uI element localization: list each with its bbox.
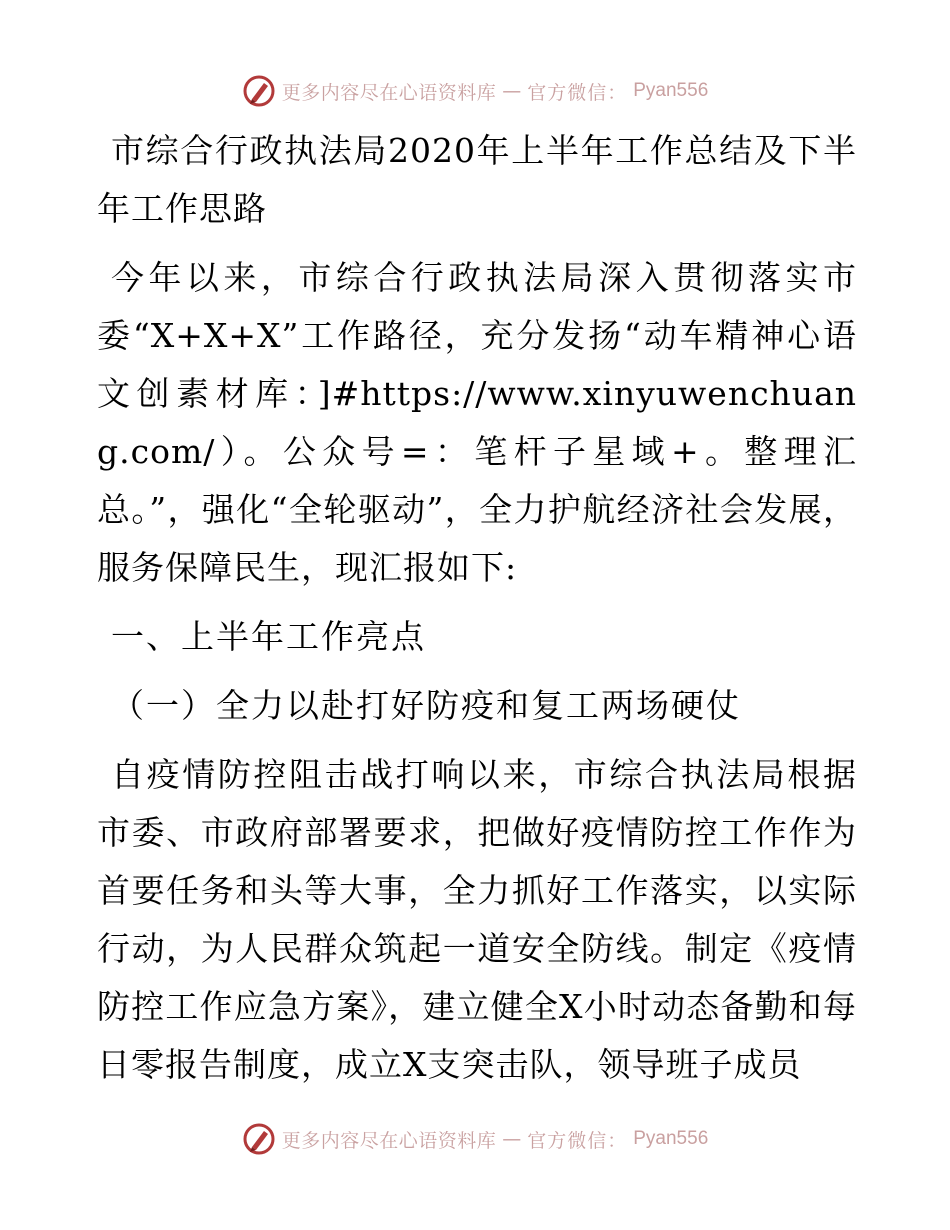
pen-logo-icon [242,74,276,108]
watermark-separator: — [502,80,522,102]
section-heading: 一、上半年工作亮点 [111,617,426,656]
document-title: 市综合行政执法局2020年上半年工作总结及下半年工作思路 [97,131,857,228]
intro-paragraph: 今年以来，市综合行政执法局深入贯彻落实市委“X+X+X”工作路径，充分发扬“动车精神心语文创素材库：]#https://www.xinyuwenchuang.com/）。公众号=：笔杆子星域+。整理汇总。”，强化“全轮驱动”，全力护航经济社会发展，服务保障民生，现汇报如下: [97,258,857,587]
header-watermark [0,71,950,111]
watermark-brand: 更多内容尽在心语资料库 [281,81,497,104]
document-body [97,122,857,1105]
footer-watermark [0,1119,950,1159]
watermark-brand: 更多内容尽在心语资料库 [281,1129,497,1152]
watermark-wechat-id: Pyan556 [633,1128,709,1149]
body-paragraph: 自疫情防控阻击战打响以来，市综合执法局根据市委、市政府部署要求，把做好疫情防控工作作为首要任务和头等大事，全力抓好工作落实，以实际行动，为人民群众筑起一道安全防线。制定《疫情防控工作应急方案》，建立健全X小时动态备勤和每日零报告制度，成立X支突击队，领导班子成员 [97,755,857,1084]
subsection-heading: （一）全力以赴打好防疫和复工两场硬仗 [111,686,741,725]
pen-logo-icon [242,1122,276,1156]
watermark-official-label: 官方微信： [527,1129,628,1152]
watermark-wechat-id: Pyan556 [633,80,709,101]
watermark-separator: — [502,1128,522,1150]
watermark-official-label: 官方微信： [527,81,628,104]
